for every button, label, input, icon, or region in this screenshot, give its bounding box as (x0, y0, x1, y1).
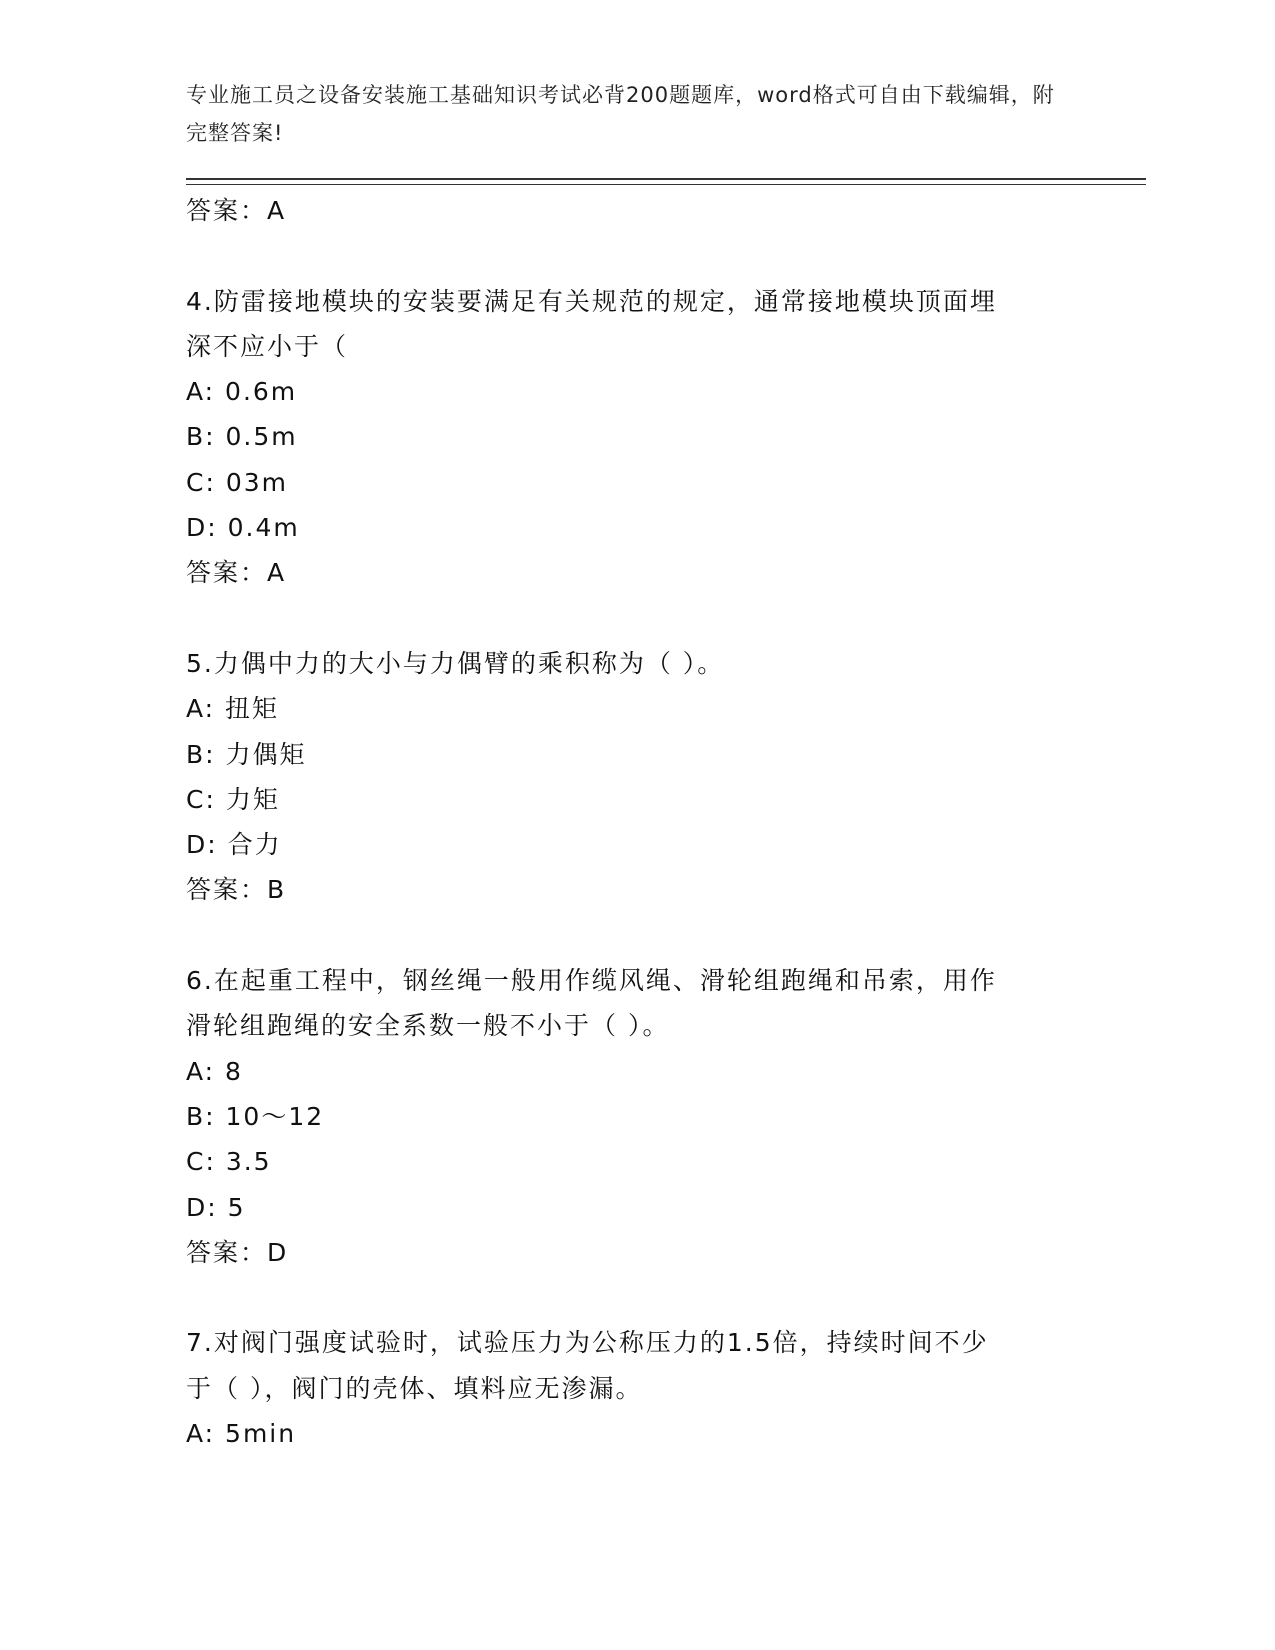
option-c: C: 力矩 (186, 784, 280, 814)
question-item (186, 958, 1066, 1275)
question-list (186, 188, 1066, 1456)
question-stem: 7.对阀门强度试验时，试验压力为公称压力的1.5倍，持续时间不少 (186, 1328, 989, 1358)
question-stem: 5.力偶中力的大小与力偶臂的乘积称为（ ）。 (186, 648, 725, 678)
option-d: D: 合力 (186, 830, 282, 860)
question-stem: 4.防雷接地模块的安装要满足有关规范的规定，通常接地模块顶面埋 (186, 286, 997, 316)
option-c: C: 3.5 (186, 1147, 272, 1177)
option-b: B: 10～12 (186, 1101, 325, 1131)
option-a: A: 8 (186, 1056, 243, 1086)
option-a: A: 扭矩 (186, 694, 280, 724)
option-b: B: 0.5m (186, 422, 298, 452)
question-item (186, 641, 1066, 913)
question-item (186, 279, 1066, 596)
question-stem-continued: 滑轮组跑绳的安全系数一般不小于（ ）。 (186, 1011, 670, 1041)
answer-line: 答案：D (186, 1237, 289, 1267)
option-d: D: 0.4m (186, 513, 300, 543)
option-a: A: 0.6m (186, 377, 298, 407)
question-stem: 6.在起重工程中，钢丝绳一般用作缆风绳、滑轮组跑绳和吊索，用作 (186, 966, 997, 996)
answer-line: 答案：A (186, 196, 287, 225)
question-stem-continued: 于（ ），阀门的壳体、填料应无渗漏。 (186, 1373, 643, 1403)
header-rule-thin (186, 184, 1146, 185)
document-header: 专业施工员之设备安装施工基础知识考试必背200题题库，word格式可自由下载编辑，附完整答案! (186, 83, 1055, 145)
question-item (186, 1320, 1066, 1456)
option-b: B: 力偶矩 (186, 739, 307, 769)
option-d: D: 5 (186, 1192, 246, 1222)
header-rule-thick (186, 178, 1146, 180)
option-a: A: 5min (186, 1419, 297, 1449)
option-c: C: 03m (186, 467, 288, 497)
answer-line: 答案：A (186, 558, 287, 588)
answer-line: 答案：B (186, 875, 287, 905)
question-stem-continued: 深不应小于（ (186, 331, 349, 361)
